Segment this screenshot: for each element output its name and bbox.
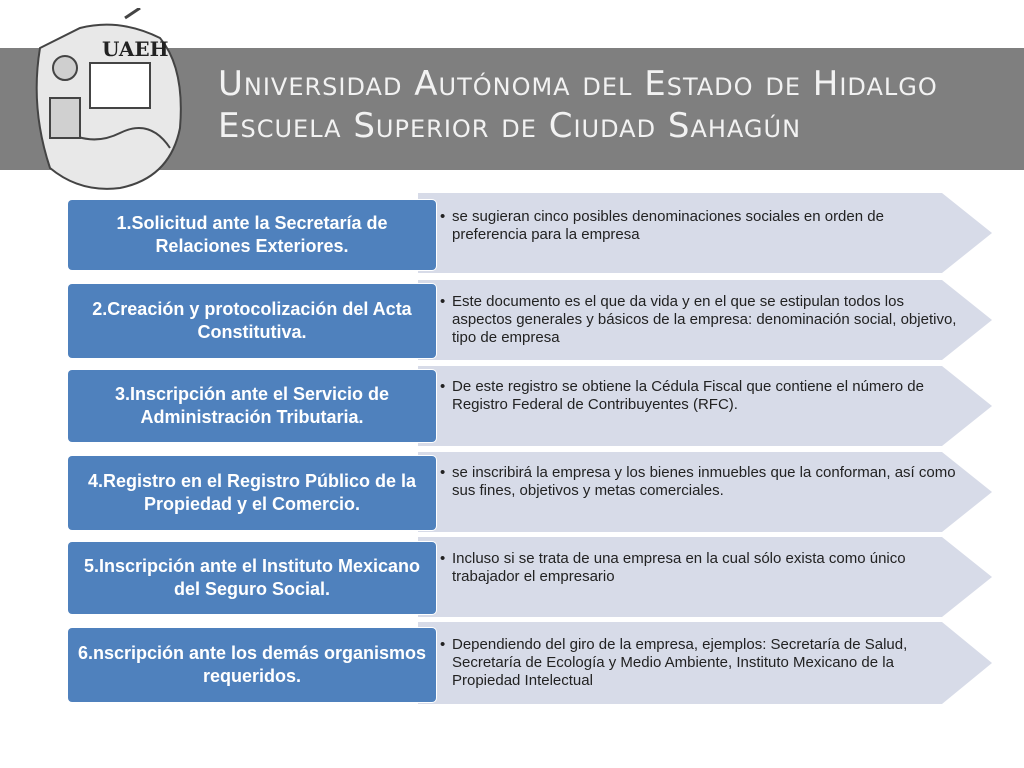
step-row <box>68 622 992 708</box>
bullet-icon: • <box>440 636 446 653</box>
step-detail-item <box>440 208 960 244</box>
step-row <box>68 280 992 364</box>
school-title: Escuela Superior de Ciudad Sahagún <box>218 106 802 146</box>
step-detail-item <box>440 636 960 690</box>
step-row <box>68 366 992 450</box>
bullet-icon: • <box>440 550 446 567</box>
step-row <box>68 452 992 536</box>
logo-text: UAEH <box>102 37 169 61</box>
bullet-icon: • <box>440 208 446 225</box>
step-title: 3.Inscripción ante el Servicio de Administración Tributaria. <box>68 370 436 442</box>
step-detail: Dependiendo del giro de la empresa, ejemplos: Secretaría de Salud, Secretaría de Ecología y Medio Ambiente, Instituto Mexicano de la Propiedad Intelectual <box>452 636 908 689</box>
university-title: Universidad Autónoma del Estado de Hidalgo <box>218 64 938 104</box>
step-detail-item <box>440 550 960 586</box>
step-title: 1.Solicitud ante la Secretaría de Relaciones Exteriores. <box>68 200 436 270</box>
step-detail-item <box>440 378 960 414</box>
step-row <box>68 193 992 277</box>
uaeh-logo <box>20 8 196 200</box>
step-detail: Este documento es el que da vida y en el que se estipulan todos los aspectos generales y básicos de la empresa: denominación social, objetivo, tipo de empresa <box>452 293 957 346</box>
step-row <box>68 537 992 621</box>
step-detail: se sugieran cinco posibles denominaciones sociales en orden de preferencia para la empresa <box>452 208 884 243</box>
step-title: 4.Registro en el Registro Público de la Propiedad y el Comercio. <box>68 456 436 530</box>
bullet-icon: • <box>440 464 446 481</box>
step-title: 2.Creación y protocolización del Acta Constitutiva. <box>68 284 436 358</box>
step-detail: De este registro se obtiene la Cédula Fiscal que contiene el número de Registro Federal de Contribuyentes (RFC). <box>452 378 924 413</box>
step-title: 6.nscripción ante los demás organismos requeridos. <box>68 628 436 702</box>
step-detail-item <box>440 464 960 500</box>
step-detail-item <box>440 293 960 347</box>
step-title: 5.Inscripción ante el Instituto Mexicano del Seguro Social. <box>68 542 436 614</box>
step-detail: se inscribirá la empresa y los bienes inmuebles que la conforman, así como sus fines, objetivos y metas comerciales. <box>452 464 956 499</box>
bullet-icon: • <box>440 378 446 395</box>
step-detail: Incluso si se trata de una empresa en la cual sólo exista como único trabajador el empresario <box>452 550 906 585</box>
bullet-icon: • <box>440 293 446 310</box>
